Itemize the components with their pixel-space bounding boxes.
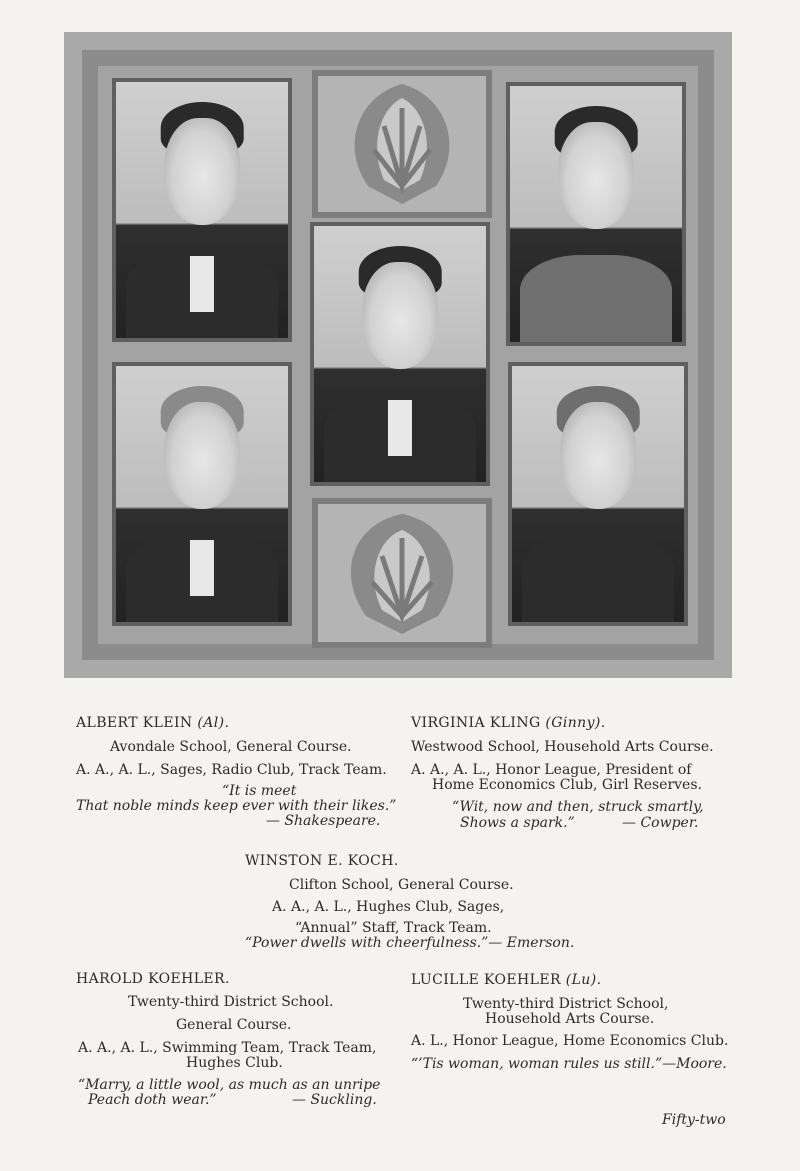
klein-activities: A. A., A. L., Sages, Radio Club, Track Team. bbox=[76, 762, 387, 778]
harold-quote-author: — Suckling. bbox=[292, 1092, 377, 1108]
kling-quote-author: — Cowper. bbox=[622, 815, 699, 831]
harold-name: HAROLD KOEHLER. bbox=[76, 971, 230, 987]
klein-school: Avondale School, General Course. bbox=[110, 739, 352, 755]
klein-nickname: (Al). bbox=[197, 715, 230, 731]
lucille-nickname: (Lu). bbox=[565, 972, 602, 988]
harold-quote-line2: Peach doth wear.” bbox=[88, 1092, 217, 1108]
lucille-name: LUCILLE KOEHLER bbox=[411, 972, 561, 988]
klein-name-line bbox=[76, 714, 229, 732]
kling-name-line bbox=[411, 714, 606, 732]
kling-school: Westwood School, Household Arts Course. bbox=[411, 739, 714, 755]
klein-name: ALBERT KLEIN bbox=[76, 715, 193, 731]
lucille-school-line1: Twenty-third District School, bbox=[463, 996, 669, 1012]
ornament-bottom bbox=[312, 498, 492, 648]
kling-nickname: (Ginny). bbox=[545, 715, 606, 731]
kling-activities-line1: A. A., A. L., Honor League, President of bbox=[411, 762, 692, 778]
palmette-icon bbox=[318, 76, 486, 212]
portrait-lucille-koehler bbox=[508, 362, 688, 626]
palmette-icon bbox=[318, 504, 486, 642]
koch-quote: “Power dwells with cheerfulness.”— Emerson. bbox=[245, 935, 575, 951]
koch-name: WINSTON E. KOCH. bbox=[245, 853, 399, 869]
harold-activities-line2: Hughes Club. bbox=[186, 1055, 283, 1071]
lucille-name-line bbox=[411, 971, 601, 989]
page-number: Fifty-two bbox=[662, 1112, 726, 1128]
portrait-harold-koehler bbox=[112, 362, 292, 626]
portrait-winston-koch bbox=[310, 222, 490, 486]
klein-quote-line2: That noble minds keep ever with their likes.” bbox=[76, 798, 397, 814]
koch-school: Clifton School, General Course. bbox=[289, 877, 514, 893]
koch-activities-line2: “Annual” Staff, Track Team. bbox=[295, 920, 492, 936]
klein-quote-line1: “It is meet bbox=[222, 783, 297, 799]
portrait-albert-klein bbox=[112, 78, 292, 342]
panel-frame bbox=[82, 50, 714, 660]
klein-quote-author: — Shakespeare. bbox=[266, 813, 381, 829]
portrait-panel bbox=[64, 32, 732, 678]
koch-activities-line1: A. A., A. L., Hughes Club, Sages, bbox=[272, 899, 505, 915]
portrait-virginia-kling bbox=[506, 82, 686, 346]
kling-name: VIRGINIA KLING bbox=[411, 715, 541, 731]
kling-quote-line2: Shows a spark.” bbox=[460, 815, 575, 831]
kling-quote-line1: “Wit, now and then, struck smartly, bbox=[452, 799, 704, 815]
harold-school-line1: Twenty-third District School. bbox=[128, 994, 334, 1010]
harold-activities-line1: A. A., A. L., Swimming Team, Track Team, bbox=[78, 1040, 377, 1056]
harold-school-line2: General Course. bbox=[176, 1017, 292, 1033]
lucille-activities: A. L., Honor League, Home Economics Club. bbox=[411, 1033, 729, 1049]
kling-activities-line2: Home Economics Club, Girl Reserves. bbox=[432, 777, 702, 793]
lucille-school-line2: Household Arts Course. bbox=[485, 1011, 655, 1027]
lucille-quote: “’Tis woman, woman rules us still.”—Moore. bbox=[411, 1056, 727, 1072]
ornament-top bbox=[312, 70, 492, 218]
harold-quote-line1: “Marry, a little wool, as much as an unripe bbox=[78, 1077, 381, 1093]
